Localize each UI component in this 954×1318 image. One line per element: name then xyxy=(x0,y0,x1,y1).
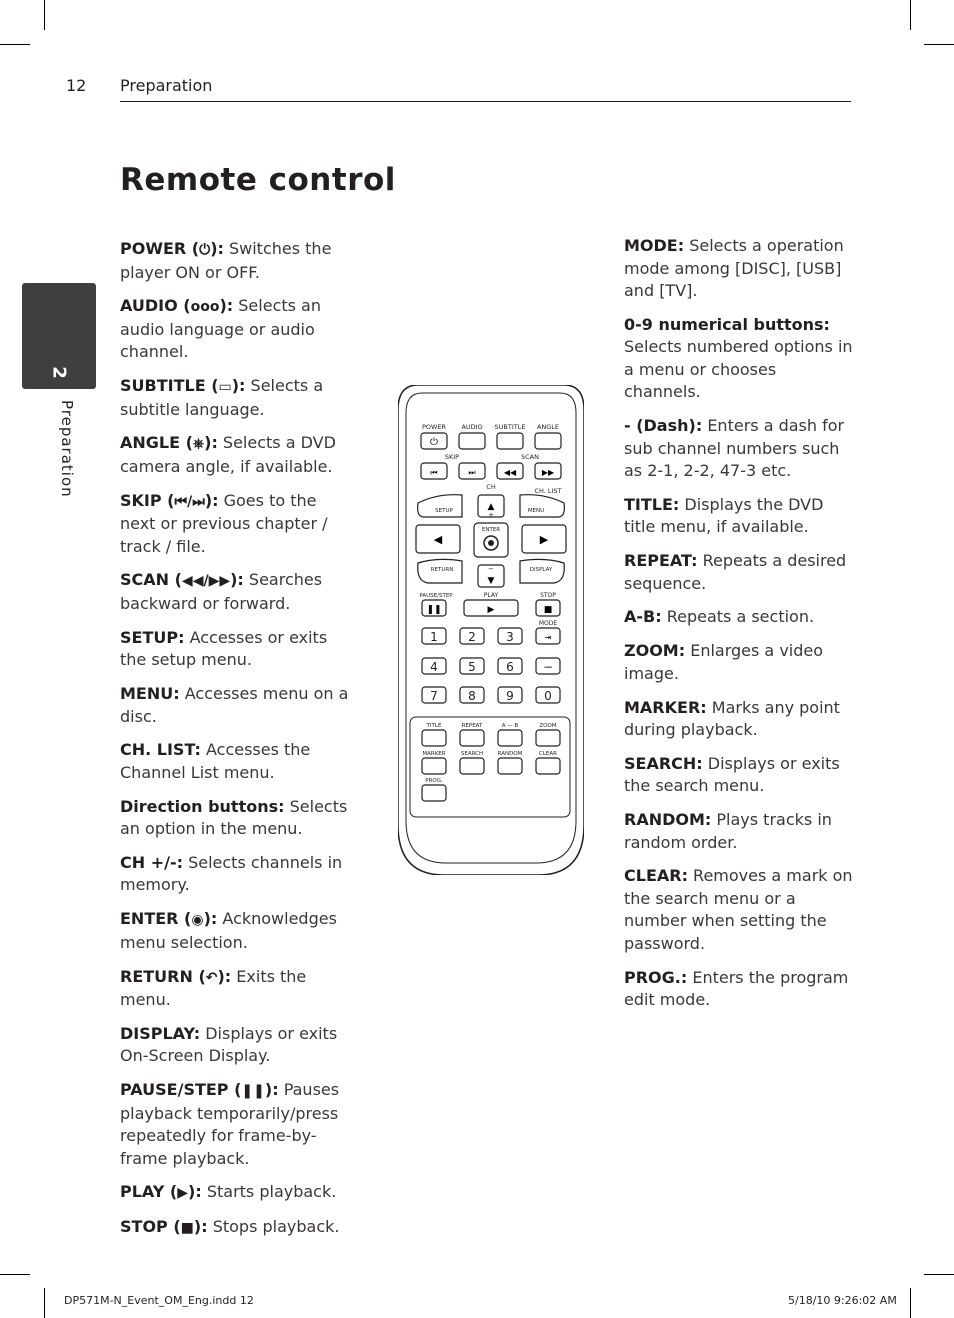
item-symbol-icon: ↶ xyxy=(205,969,218,986)
item-description: Accesses menu on a disc. xyxy=(120,684,349,726)
remote-label: PAUSE/STEP xyxy=(419,593,453,599)
remote-label: MENU xyxy=(527,508,545,514)
description-item xyxy=(120,490,355,559)
remote-button xyxy=(459,433,485,449)
item-symbol-icon: ❚❚ xyxy=(241,1083,265,1100)
description-item xyxy=(624,753,856,798)
crop-mark xyxy=(910,1288,911,1318)
description-item xyxy=(120,852,355,897)
remote-label: 3 xyxy=(506,630,514,644)
item-key: RETURN ( xyxy=(120,966,206,986)
mode-icon: ⇥ xyxy=(544,633,552,642)
description-item xyxy=(120,1181,355,1205)
remote-label: 0 xyxy=(544,689,552,703)
remote-button xyxy=(498,730,522,746)
item-key: ENTER ( xyxy=(120,909,192,929)
remote-label: MARKER xyxy=(422,751,446,757)
chapter-tab xyxy=(22,283,96,389)
item-key: MODE: xyxy=(624,236,685,255)
play-icon: ▶ xyxy=(487,605,495,615)
remote-label: 8 xyxy=(468,689,476,703)
remote-label: SETUP xyxy=(435,508,453,514)
item-symbol-icon: ▶ xyxy=(177,1185,189,1202)
remote-label: RETURN xyxy=(430,567,454,573)
description-item xyxy=(624,967,856,1012)
crop-mark xyxy=(924,1274,954,1275)
item-key-tail: ): xyxy=(204,490,219,510)
chapter-number: 2 xyxy=(48,366,70,379)
item-description: Pauses playback temporarily/press repeatedly for frame-by-frame playback. xyxy=(120,1080,340,1168)
remote-label: TITLE xyxy=(426,723,442,729)
item-description: Selects channels in memory. xyxy=(120,852,343,895)
item-description: Marks any point during playback. xyxy=(624,697,840,740)
pause-icon: ❚❚ xyxy=(426,605,442,615)
remote-label: PROG. xyxy=(425,778,443,784)
remote-label: SEARCH xyxy=(460,751,484,757)
item-key: AUDIO ( xyxy=(120,296,191,316)
item-key-tail: ): xyxy=(217,966,232,986)
item-description: Enters the program edit mode. xyxy=(624,967,849,1010)
description-item xyxy=(624,697,856,742)
item-key: POWER ( xyxy=(120,239,200,258)
item-key: SKIP ( xyxy=(120,490,175,510)
item-key: CLEAR: xyxy=(624,866,688,886)
left-column xyxy=(120,238,355,1251)
description-item xyxy=(120,966,355,1012)
remote-button xyxy=(460,758,484,774)
item-key: PAUSE/STEP ( xyxy=(120,1080,242,1100)
item-key: CH. LIST: xyxy=(120,740,201,760)
description-item xyxy=(624,494,856,539)
remote-label: STOP xyxy=(540,592,556,599)
description-item xyxy=(120,1079,355,1170)
remote-label: CH. LIST xyxy=(534,487,562,495)
remote-label: 2 xyxy=(468,630,476,644)
remote-label: − xyxy=(488,565,494,573)
item-description: Selects a operation mode among [DISC], [USB] and [TV]. xyxy=(624,236,844,300)
prog-button xyxy=(422,785,446,801)
remote-glyph-icon: ▶▶ xyxy=(541,468,555,477)
remote-button xyxy=(422,730,446,746)
item-description: Repeats a section. xyxy=(661,607,815,627)
item-key: SUBTITLE ( xyxy=(120,376,219,396)
right-column xyxy=(624,235,856,1023)
item-key: PLAY ( xyxy=(120,1182,178,1202)
item-key: REPEAT: xyxy=(624,551,698,571)
description-item xyxy=(624,314,856,404)
remote-glyph-icon: ⏭ xyxy=(468,468,476,477)
remote-label: 7 xyxy=(430,689,438,703)
crop-mark xyxy=(44,1288,45,1318)
crop-mark xyxy=(44,0,45,30)
power-icon: ⏻ xyxy=(430,437,438,448)
remote-label: ANGLE xyxy=(536,423,560,431)
item-description: Enters a dash for sub channel numbers such as 2-1, 2-2, 47-3 etc. xyxy=(624,416,845,481)
description-item xyxy=(120,796,355,841)
remote-label: RANDOM xyxy=(497,751,523,757)
item-key-tail: ): xyxy=(230,570,244,590)
description-item xyxy=(120,908,355,954)
item-description: Goes to the next or previous chapter / track / file. xyxy=(120,490,328,556)
remote-label: CH xyxy=(486,483,496,491)
description-item xyxy=(120,238,355,284)
remote-label: ZOOM xyxy=(539,723,557,729)
item-key-tail: ): xyxy=(231,376,246,396)
item-key-tail: ): xyxy=(210,239,224,258)
item-description: Selects a subtitle language. xyxy=(120,376,324,419)
running-header: Preparation xyxy=(120,76,213,95)
header-rule xyxy=(120,101,851,102)
item-key: SCAN ( xyxy=(120,570,182,590)
remote-label: SKIP xyxy=(444,453,460,461)
item-description: Selects numbered options in a menu or chooses channels. xyxy=(624,337,853,402)
description-item xyxy=(624,809,856,854)
crop-mark xyxy=(0,44,30,45)
description-item xyxy=(624,415,856,483)
item-key: STOP ( xyxy=(120,1217,181,1237)
footer-timestamp: 5/18/10 9:26:02 AM xyxy=(788,1294,897,1307)
remote-button xyxy=(460,730,484,746)
remote-button xyxy=(422,758,446,774)
item-key: Direction buttons: xyxy=(120,796,285,816)
item-description: Switches the player ON or OFF. xyxy=(120,239,332,282)
item-key: - (Dash): xyxy=(624,416,703,436)
item-symbol-icon: ooo xyxy=(190,299,220,316)
item-description: Repeats a desired sequence. xyxy=(624,551,847,593)
chapter-tab-label: Preparation xyxy=(58,400,76,498)
crop-mark xyxy=(910,0,911,30)
description-item xyxy=(120,739,355,784)
item-key-tail: ): xyxy=(188,1182,202,1202)
description-item xyxy=(120,375,355,421)
remote-button xyxy=(535,433,561,449)
remote-label: 5 xyxy=(468,660,476,674)
item-description: Acknowledges menu selection. xyxy=(120,909,337,952)
remote-label: POWER xyxy=(421,423,447,431)
description-item xyxy=(624,865,856,955)
remote-label: 6 xyxy=(506,660,514,674)
page-number: 12 xyxy=(66,76,87,95)
stop-icon: ■ xyxy=(543,605,553,615)
item-key-tail: ): xyxy=(219,296,234,316)
remote-label: 1 xyxy=(430,630,438,644)
remote-control-illustration xyxy=(398,385,584,875)
item-symbol-icon: ▭ xyxy=(218,379,232,396)
item-description: Starts playback. xyxy=(201,1182,337,1202)
item-key: MARKER: xyxy=(624,697,707,717)
remote-button xyxy=(536,758,560,774)
remote-glyph-icon: ◀◀ xyxy=(503,468,517,477)
remote-label: + xyxy=(488,511,494,519)
crop-mark xyxy=(924,44,954,45)
item-key: SETUP: xyxy=(120,627,185,647)
item-symbol-icon: ■ xyxy=(180,1220,194,1237)
item-description: Accesses or exits the setup menu. xyxy=(120,627,328,670)
item-key-tail: ): xyxy=(264,1080,279,1100)
item-description: Plays tracks in random order. xyxy=(624,810,832,852)
description-item xyxy=(624,235,856,303)
crop-mark xyxy=(0,1274,30,1275)
item-description: Removes a mark on the search menu or a number when setting the password. xyxy=(624,866,853,953)
item-key: ANGLE ( xyxy=(120,433,193,453)
description-item xyxy=(624,606,856,629)
item-key-tail: ): xyxy=(203,909,218,929)
remote-label: 9 xyxy=(506,689,514,703)
description-item xyxy=(120,1023,355,1068)
remote-label: ENTER xyxy=(481,527,501,533)
remote-label: 4 xyxy=(430,660,438,674)
remote-label: SCAN xyxy=(521,453,539,461)
remote-glyph-icon: ⏮ xyxy=(430,468,438,477)
item-key-tail: ): xyxy=(204,433,218,453)
item-key: SEARCH: xyxy=(624,753,703,773)
remote-button xyxy=(497,433,523,449)
item-description: Exits the menu. xyxy=(120,966,307,1010)
item-symbol-icon: ⎈ xyxy=(192,436,205,453)
item-description: Displays or exits On-Screen Display. xyxy=(120,1023,338,1066)
description-item xyxy=(120,295,355,364)
remote-label: AUDIO xyxy=(461,423,483,431)
item-description: Displays or exits the search menu. xyxy=(624,753,840,796)
item-symbol-icon: ◀◀/▶▶ xyxy=(181,573,231,590)
remote-label: REPEAT xyxy=(461,723,483,729)
item-key: DISPLAY: xyxy=(120,1023,201,1043)
item-symbol-icon: ◉ xyxy=(191,912,204,929)
remote-label: MODE xyxy=(538,620,558,627)
description-item xyxy=(120,569,355,615)
item-symbol-icon: ⏻ xyxy=(199,242,211,258)
item-description: Stops playback. xyxy=(207,1217,340,1237)
item-key: 0-9 numerical buttons: xyxy=(624,314,830,334)
footer-filename: DP571M-N_Event_OM_Eng.indd 12 xyxy=(64,1294,254,1307)
item-key-tail: ): xyxy=(193,1217,208,1237)
item-description: Displays the DVD title menu, if available. xyxy=(624,494,824,537)
item-description: Accesses the Channel List menu. xyxy=(120,740,311,782)
description-item xyxy=(120,627,355,672)
remote-label: SUBTITLE xyxy=(494,423,526,431)
item-key: A-B: xyxy=(624,607,662,627)
right-arrow-icon: ▶ xyxy=(539,533,549,546)
remote-button xyxy=(498,758,522,774)
description-item xyxy=(624,640,856,685)
remote-label: CLEAR xyxy=(539,751,557,757)
item-key: CH +/-: xyxy=(120,852,183,872)
remote-label: A — B xyxy=(501,723,519,729)
item-key: RANDOM: xyxy=(624,810,712,830)
description-item xyxy=(120,432,355,478)
item-key: ZOOM: xyxy=(624,641,686,661)
item-description: Selects an audio language or audio channel. xyxy=(120,296,321,362)
description-item xyxy=(120,683,355,728)
up-arrow-icon: ▲ xyxy=(487,502,495,512)
item-key: MENU: xyxy=(120,684,180,704)
down-arrow-icon: ▼ xyxy=(487,576,495,586)
page-title: Remote control xyxy=(120,162,396,198)
item-description: Searches backward or forward. xyxy=(120,570,323,613)
item-description: Enlarges a video image. xyxy=(624,641,824,683)
item-description: Selects a DVD camera angle, if available. xyxy=(120,433,336,476)
item-description: Selects an option in the menu. xyxy=(120,796,348,839)
enter-dot-icon xyxy=(488,540,494,546)
remote-button xyxy=(536,730,560,746)
remote-label: PLAY xyxy=(483,592,499,599)
remote-label: − xyxy=(542,660,554,674)
description-item xyxy=(624,550,856,595)
remote-label: DISPLAY xyxy=(529,567,553,573)
item-key: PROG.: xyxy=(624,967,688,987)
left-arrow-icon: ◀ xyxy=(433,533,443,546)
item-key: TITLE: xyxy=(624,494,680,514)
description-item xyxy=(120,1216,355,1240)
item-symbol-icon: ⏮/⏭ xyxy=(174,493,205,510)
